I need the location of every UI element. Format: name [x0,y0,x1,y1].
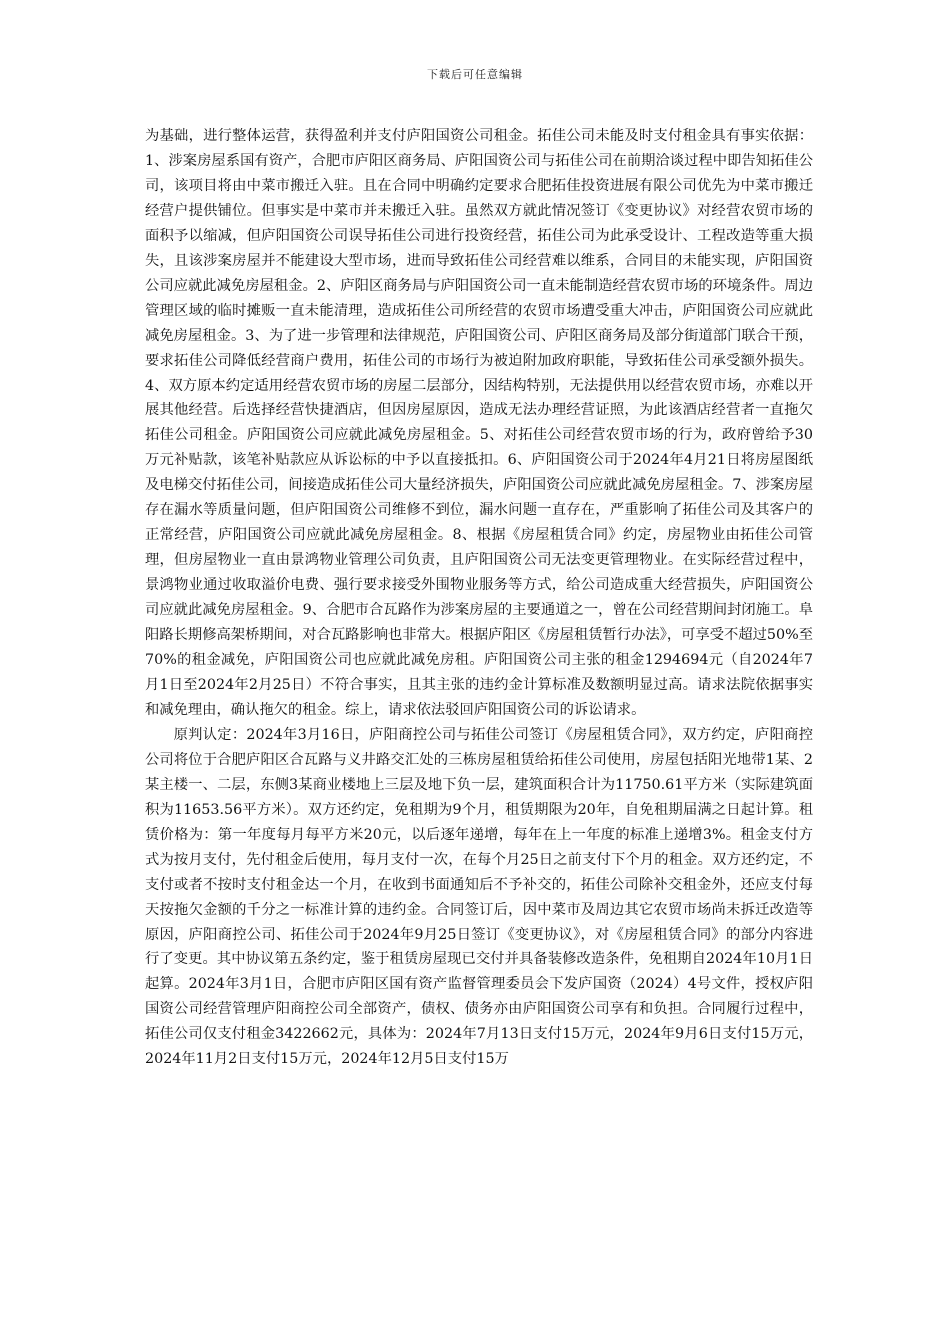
paragraph-original-judgment-findings: 原判认定：2024年3月16日，庐阳商控公司与拓佳公司签订《房屋租赁合同》，双方约定，庐阳商控公司将位于合肥庐阳区合瓦路与义井路交汇处的三栋房屋租赁给拓佳公司使用，房屋包括阳光地带1某、2某主楼一、二层，东侧3某商业楼地上三层及地下负一层，建筑面积合计为11750.61平方米（实际建筑面积为11653.56平方米）。双方还约定，免租期为9个月，租赁期限为20年，自免租期届满之日起计算。租赁价格为：第一年度每月每平方米20元，以后逐年递增，每年在上一年度的标准上递增3%。租金支付方式为按月支付，先付租金后使用，每月支付一次，在每个月25日之前支付下个月的租金。双方还约定，不支付或者不按时支付租金达一个月，在收到书面通知后不予补交的，拓佳公司除补交租金外，还应支付每天按拖欠金额的千分之一标准计算的违约金。合同签订后，因中菜市及周边其它农贸市场尚未拆迁改造等原因，庐阳商控公司、拓佳公司于2024年9月25日签订《变更协议》，对《房屋租赁合同》的部分内容进行了变更。其中协议第五条约定，鉴于租赁房屋现已交付并具备装修改造条件，免租期自2024年10月1日起算。2024年3月1日，合肥市庐阳区国有资产监督管理委员会下发庐国资（2024）4号文件，授权庐阳国资公司经营管理庐阳商控公司全部资产，债权、债务亦由庐阳国资公司享有和负担。合同履行过程中，拓佳公司仅支付租金3422662元，具体为：2024年7月13日支付15万元，2024年9月6日支付15万元，2024年11月2日支付15万元，2024年12月5日支付15万 [145,726,813,1068]
document-body [145,124,813,1072]
paragraph-defense-arguments: 为基础，进行整体运营，获得盈利并支付庐阳国资公司租金。拓佳公司未能及时支付租金具有事实依据：1、涉案房屋系国有资产，合肥市庐阳区商务局、庐阳国资公司与拓佳公司在前期洽谈过程中即告知拓佳公司，该项目将由中菜市搬迁入驻。且在合同中明确约定要求合肥拓佳投资进展有限公司优先为中菜市搬迁经营户提供铺位。但事实是中菜市并未搬迁入驻。虽然双方就此情况签订《变更协议》对经营农贸市场的面积予以缩减，但庐阳国资公司误导拓佳公司进行投资经营，拓佳公司为此承受设计、工程改造等重大损失，且该涉案房屋并不能建设大型市场，进而导致拓佳公司经营难以维系，合同目的未能实现，庐阳国资公司应就此减免房屋租金。2、庐阳区商务局与庐阳国资公司一直未能制造经营农贸市场的环境条件。周边管理区域的临时摊贩一直未能清理，造成拓佳公司所经营的农贸市场遭受重大冲击，庐阳国资公司应就此减免房屋租金。3、为了进一步管理和法律规范，庐阳国资公司、庐阳区商务局及部分街道部门联合干预，要求拓佳公司降低经营商户费用，拓佳公司的市场行为被迫附加政府职能，导致拓佳公司承受额外损失。4、双方原本约定适用经营农贸市场的房屋二层部分，因结构特别，无法提供用以经营农贸市场，亦难以开展其他经营。后选择经营快捷酒店，但因房屋原因，造成无法办理经营证照，为此该酒店经营者一直拖欠拓佳公司租金。庐阳国资公司应就此减免房屋租金。5、对拓佳公司经营农贸市场的行为，政府曾给予30万元补贴款，该笔补贴款应从诉讼标的中予以直接抵扣。6、庐阳国资公司于2024年4月21日将房屋图纸及电梯交付拓佳公司，间接造成拓佳公司大量经济损失，庐阳国资公司应就此减免房屋租金。7、涉案房屋存在漏水等质量问题，但庐阳国资公司维修不到位，漏水问题一直存在，严重影响了拓佳公司及其客户的正常经营，庐阳国资公司应就此减免房屋租金。8、根据《房屋租赁合同》约定，房屋物业由拓佳公司管理，但房屋物业一直由景鸿物业管理公司负责，且庐阳国资公司无法变更管理物业。在实际经营过程中，景鸿物业通过收取溢价电费、强行要求接受外围物业服务等方式，给公司造成重大经营损失，庐阳国资公司应就此减免房屋租金。9、合肥市合瓦路作为涉案房屋的主要通道之一，曾在公司经营期间封闭施工。阜阳路长期修高架桥期间，对合瓦路影响也非常大。根据庐阳区《房屋租赁暂行办法》，可享受不超过50%至70%的租金减免，庐阳国资公司也应就此减免房租。庐阳国资公司主张的租金1294694元（自2024年7月1日至2024年2月25日）不符合事实，且其主张的违约金计算标准及数额明显过高。请求法院依据事实和减免理由，确认拖欠的租金。综上，请求依法驳回庐阳国资公司的诉讼请求。 [145,128,813,718]
page-header-caption: 下载后可任意编辑 [427,68,523,81]
